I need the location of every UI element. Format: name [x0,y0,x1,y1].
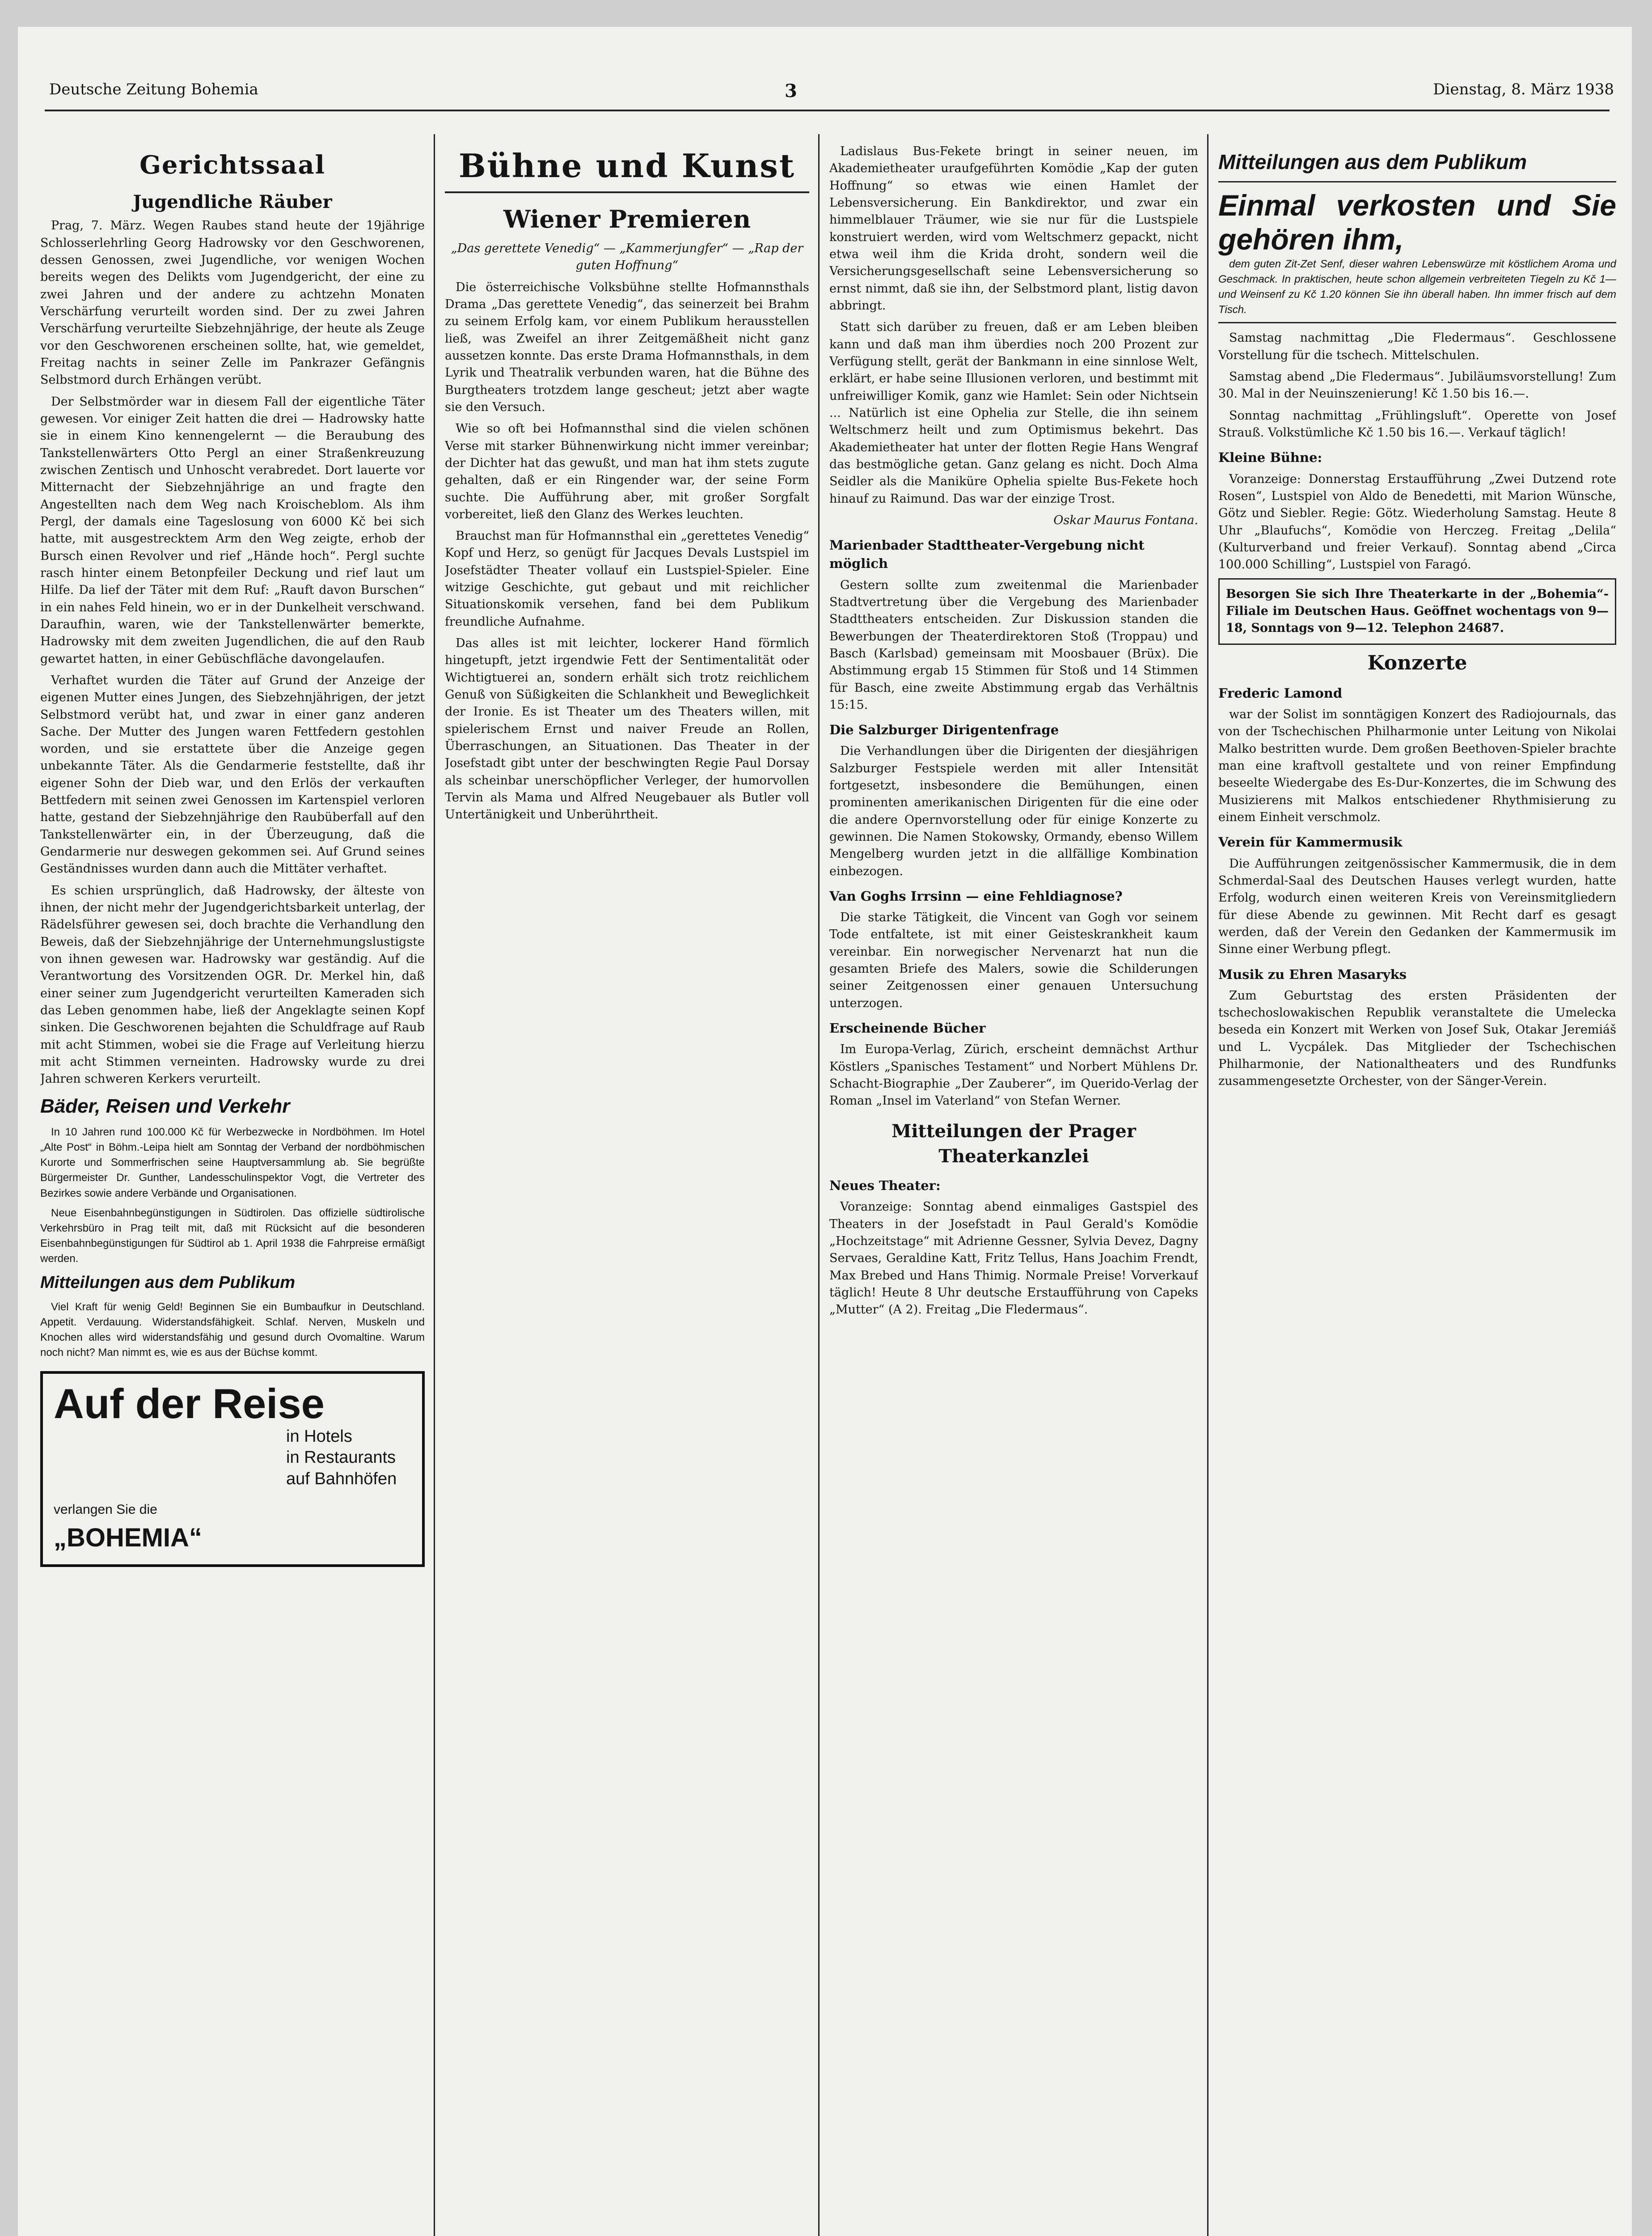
column-divider [434,134,435,2236]
news-item-title: Erscheinende Bücher [829,1021,986,1036]
paragraph: war der Solist im sonntägigen Konzert des Radiojournals, das von der Tschechischen Philharmonie unter Leitung von Nikolai Malko bestritten wurde. Dem großen Beethoven-Spieler brachte man eine kraftvoll gestaltete und von reiner Empfindung beseelte Wiedergabe des Es-Dur-Konzertes, die im Schwung des Musizierens mit Malkos entschiedener Rhythmisierung zu einem Einheit verschmolz. [1218,707,1616,825]
notice-title: Mitteilungen aus dem Publikum [1218,150,1527,174]
article-title: Wiener Premieren [503,205,751,234]
news-item-title: Van Goghs Irrsinn — eine Fehldiagnose? [829,888,1123,904]
concert-title: Verein für Kammermusik [1218,834,1403,850]
header-rule [45,110,1610,111]
paragraph: Prag, 7. März. Wegen Raubes stand heute der 19jährige Schlosserlehrling Georg Hadrowsky vor den Geschworenen, dessen Genossen, zwei Jugendliche, vor wenigen Wochen bereits wegen des Delikts vom Jugendgericht, der eine zu zwei Jahren und der andere zu achtzehn Monaten Verschärfung verurteilt worden sind. Der zu zwei Jahren Verschärfung verurteilte Siebzehnjährige, der heute als Zeuge vor den Geschworenen erscheinen sollte, hat, wie gemeldet, Freitag nachts in seiner Zelle im Pankrazer Gefängnis Selbstmord durch Erhängen verübt. [40,219,425,387]
section-title-travel: Bäder, Reisen und Verkehr [40,1095,290,1117]
ad-request: verlangen Sie die [54,1502,157,1517]
notice-title: Mitteilungen aus dem Publikum [40,1273,296,1292]
theater-subheading: Neues Theater: [829,1178,941,1194]
column-4 [1218,143,1616,2236]
article-subtitle: „Das gerettete Venedig“ — „Kammerjungfer“ — „Rap der guten Hoffnung“ [451,241,803,273]
theater-section-title: Mitteilungen der Prager Theaterkanzlei [891,1120,1136,1167]
column-3 [829,143,1198,2236]
page-number: 3 [785,80,797,102]
divider [1218,322,1616,323]
ad-brand: „BOHEMIA“ [54,1523,202,1552]
paragraph: Es schien ursprünglich, daß Hadrowsky, der älteste von ihnen, der nicht mehr der Jugendgerichtsbarkeit unterlag, der Rädelsführer gewesen sei, doch brachte die Verhandlung den Beweis, daß der Siebzehnjährige der Unternehmungslustigste von ihnen gewesen war. Hadrowsky war geständig. Auf die Verantwortung des Vorsitzenden OGR. Dr. Merkel hin, daß einer seiner zum Jugendgericht verurteilten Kameraden sich das Leben genommen habe, ließ der Angeklagte seinen Kopf sinken. Die Geschworenen bejahten die Schuldfrage auf Raub mit acht Stimmen, wobei sie die Frage auf Verleitung hierzu mit acht Stimmen verneinten. Hadrowsky wurde zu drei Jahren schweren Kerkers verurteilt. [40,883,425,1086]
paragraph: Im Europa-Verlag, Zürich, erscheint demnächst Arthur Köstlers „Spanisches Testament“ und Norbert Mühlens Dr. Schacht-Biographie „Der Zauberer“, im Querido-Verlag der Roman „Insel im Vaterland“ von Stefan Werner. [829,1042,1198,1108]
paragraph: Die österreichische Volksbühne stellte Hofmannsthals Drama „Das gerettete Venedig“, das seinerzeit bei Brahm zu seinem Erfolg kam, vor einem Publikum herausstellen ließ, was Zweifel an ihrer Zeitgemäßheit nicht ganz aussetzen konnte. Das erste Drama Hofmannsthals, in dem Lyrik und Theatralik verbunden waren, hat die Bühne des Burgtheaters trotzdem lange gescheut; jetzt aber wagte sie den Versuch. [445,280,809,414]
promo-title: Einmal verkosten und Sie gehören ihm, [1218,189,1616,256]
column-1 [40,143,425,2236]
program-line: Sonntag nachmittag „Frühlingsluft“. Operette von Josef Strauß. Volkstümliche Kč 1.50 bis 16.—. Verkauf täglich! [1218,408,1616,440]
paragraph: Voranzeige: Sonntag abend einmaliges Gastspiel des Theaters in der Josefstadt in Paul Gerald's Komödie „Hochzeitstage“ mit Adrienne Gessner, Sylvia Devez, Dagny Servaes, Geraldine Katt, Fritz Tellus, Hans Joachim Frendt, Max Brebed und Hans Thimig. Normale Preise! Vorverkauf täglich! Heute 8 Uhr deutsche Erstaufführung von Capeks „Mutter“ (A 2). Freitag „Die Fledermaus“. [829,1200,1198,1317]
ad-line: in Hotels [286,1427,352,1446]
column-divider [1207,134,1208,2236]
promo-text: dem guten Zit-Zet Senf, dieser wahren Lebenswürze mit köstlichem Aroma und Geschmack. In praktischen, heute schon allgemein verbreiteten Tiegeln zu Kč 1— und Weinsenf zu Kč 1.20 können Sie ihn überall haben. Ihn immer frisch auf dem Tisch. [1218,258,1616,316]
konzerte-title: Konzerte [1367,651,1467,674]
column-divider [818,134,820,2236]
notice-text: Viel Kraft für wenig Geld! Beginnen Sie ein Bumbaufkur in Deutschland. Appetit. Verdauung. Widerstandsfähigkeit. Schlaf. Nerven, Muskeln und Knochen alles wird widerstandsfähig und gesund durch Ovomaltine. Warum noch nicht? Man nimmt es, wie es aus der Büchse kommt. [40,1300,425,1359]
paragraph: Die Aufführungen zeitgenössischer Kammermusik, die in dem Schmerdal-Saal des Deutschen Hauses verlegt wurden, hatte Erfolg, wodurch einen weiteren Kreis von Vereinsmitgliedern für diese Abende zu gewinnen. Mit Recht darf es gesagt werden, daß der Verein den Gedanken der Kammermusik im Sinne einer Werbung pflegt. [1218,856,1616,957]
concert-title: Musik zu Ehren Masaryks [1218,966,1407,982]
masthead-name: Deutsche Zeitung Bohemia [49,80,258,98]
paragraph: Verhaftet wurden die Täter auf Grund der Anzeige der eigenen Mutter eines Jungen, des Siebzehnjährigen, der jetzt Selbstmord verübt hat, und zwar in einer ganz anderen Sache. Der Mutter des Jungen waren Fettfedern gestohlen worden, und sie erstattete über die Anzeige gegen unbekannte Täter. Als die Gendarmerie feststellte, daß ihr eigener Sohn der Dieb war, und den Erlös der verkauften Bettfedern mit seinen zwei Genossen im Kartenspiel verloren hatte, gestand der Siebzehnjährige den Raubüberfall auf den Tankstellenwärter ein, in der Überzeugung, daß die Gendarmerie nur deswegen gekommen sei. Auf Grund seines Geständnisses wurden dann auch die Mittäter verhaftet. [40,673,425,876]
column-2 [445,143,809,2236]
paragraph: Voranzeige: Donnerstag Erstaufführung „Zwei Dutzend rote Rosen“, Lustspiel von Aldo de Benedetti, mit Marion Wünsche, Götz und Siebler. Regie: Götz. Wiederholung Samstag. Heute 8 Uhr „Blaufuchs“, Komödie von Herczeg. Freitag „Delila“ (Kulturverband und freier Verkauf). Sonntag abend „Circa 100.000 Schilling“, Lustspiel von Faragó. [1218,472,1616,572]
paragraph: Brauchst man für Hofmannsthal ein „gerettetes Venedig“ Kopf und Herz, so genügt für Jacques Devals Lustspiel im Josefstädter Theater vollauf ein Lustspiel-Spieler. Eine witzige Geschichte, gut gebaut und mit reichlicher Situationskomik versehen, fand bei dem Publikum freundliche Aufnahme. [445,529,809,629]
paragraph: In 10 Jahren rund 100.000 Kč für Werbezwecke in Nordböhmen. Im Hotel „Alte Post“ in Böhm.-Leipa hielt am Sonntag der Verband der nordböhmischen Kurorte und Sommerfrischen seine Hauptversammlung ab. Sie begrüßte Bürgermeister Dr. Gunther, Landesschulinspektor Vogt, die Vertreter des Bezirkes sowie andere Verbände und Organisationen. [40,1126,425,1199]
ad-line: auf Bahnhöfen [286,1469,397,1488]
paragraph: Gestern sollte zum zweitenmal die Marienbader Stadtvertretung über die Vergebung des Marienbader Stadttheaters entscheiden. Zur Diskussion standen die Bewerbungen der Theaterdirektoren Stoß (Troppau) und Basch (Karlsbad) gemeinsam mit Moosbauer (Brüx). Die Abstimmung ergab 15 Stimmen für Stoß und 14 Stimmen für Basch, eine zweite Abstimmung ergab das Verhältnis 15:15. [829,578,1198,712]
notice-rule [1218,181,1616,182]
paragraph: Neue Eisenbahnbegünstigungen in Südtirolen. Das offizielle südtirolische Verkehrsbüro in Prag teilt mit, daß mit Rücksicht auf die besonderen Eisenbahnbegünstigungen für Südtirol ab 1. April 1938 die Fahrpreise ermäßigt werden. [40,1207,425,1265]
paragraph: Ladislaus Bus-Fekete bringt in seiner neuen, im Akademietheater uraufgeführten Komödie „Kap der guten Hoffnung“ so etwas wie einen Hamlet der Lebensversicherung. Ein Bankdirektor, und zwar ein himmelblauer Träumer, wie sie nur für die Lustspiele konstruiert werden, wird vom Weltschmerz gepackt, nicht etwa weil ihm die Krida droht, sondern weil die Versicherungsgesellschaft seine Lebensversicherung so ernst nimmt, daß sie ihn, der Selbstmord plant, listig davon abbringt. [829,144,1198,313]
paragraph: Zum Geburtstag des ersten Präsidenten der tschechoslowakischen Republik veranstaltete die Umelecka beseda ein Konzert mit Werken von Josef Suk, Otakar Jeremiáš und L. Vycpálek. Das Mitglieder der Tschechischen Philharmonie, der Nationaltheaters und des Rundfunks zusammengesetzte Orchester, von der Sänger-Verein. [1218,988,1616,1088]
program-line: Samstag nachmittag „Die Fledermaus“. Geschlossene Vorstellung für die tschech. Mittelschulen. [1218,331,1616,362]
paragraph: Die Verhandlungen über die Dirigenten der diesjährigen Salzburger Festspiele werden mit aller Intensität fortgesetzt, insbesondere die Bemühungen, einen prominenten amerikanischen Dirigenten für die eine oder die andere Opernvorstellung oder für einige Konzerte zu gewinnen. Die Namen Stokowsky, Ormandy, ebenso Willem Mengelberg wurden jetzt in die allfällige Kombination einbezogen. [829,744,1198,878]
article-title: Jugendliche Räuber [133,191,332,212]
ticket-order-notice: Besorgen Sie sich Ihre Theaterkarte in der „Bohemia“-Filiale im Deutschen Haus. Geöffnet wochentags von 9—18, Sonntags von 9—12. Telephon 24687. [1218,578,1616,645]
issue-date: Dienstag, 8. März 1938 [1433,80,1614,98]
kleine-buehne-title: Kleine Bühne: [1218,450,1322,466]
paragraph: Statt sich darüber zu freuen, daß er am Leben bleiben kann und daß man ihm überdies noch 200 Prozent zur Verfügung stellt, gerät der Bankmann in eine sinnlose Welt, erklärt, er habe seine Illusionen verloren, und bestimmt mit unfreiwilliger Komik, ganz wie Hamlet: Sein oder Nichtsein ... Natürlich ist eine Ophelia zur Stelle, die ihn seinem Weltschmerz heilt und zum Optimismus bekehrt. Das Akademietheater hat unter der flotten Regie Hans Wengraf das bestmögliche getan. Ganz gelang es nicht. Doch Alma Seidler als die Maniküre Ophelia spielte Bus-Fekete hoch hinauf zu Raimund. Das war der einzige Trost. [829,320,1198,506]
newspaper-page [18,27,1632,2236]
byline: Oskar Maurus Fontana. [1053,513,1198,527]
section-title-gerichtssaal: Gerichtssaal [139,150,325,180]
ad-headline: Auf der Reise [54,1380,325,1427]
paragraph: Das alles ist mit leichter, lockerer Hand förmlich hingetupft, jetzt irgendwie Fett der Sentimentalität oder Wichtigtuerei an, sondern erhält sich trotz reichlichem Genuß von Süßigkeiten die Schlankheit und Beweglichkeit der Ironie. Es ist Theater um des Theaters willen, mit spielerischem Ernst und naiver Freude an Rollen, Überraschungen, an Situationen. Das Theater in der Josefstadt gibt unter der beschwingten Regie Paul Dorsay als scheinbar unerschöpflicher Verleger, der humorvollen Tervin als Mama und Alfred Neugebauer als Butler voll Untertänigkeit und Unberührtheit. [445,636,809,822]
paragraph: Die starke Tätigkeit, die Vincent van Gogh vor seinem Tode entfaltete, ist mit einer Geisteskrankheit kaum vereinbar. Ein norwegischer Nervenarzt hat nun die gesamten Briefe des Malers, sowie die Schilderungen seiner Zeitgenossen einer genauen Untersuchung unterzogen. [829,910,1198,1010]
section-rule [445,191,809,193]
news-item-title: Die Salzburger Dirigentenfrage [829,722,1059,738]
advertisement-bohemia [40,1371,425,1567]
ad-line: in Restaurants [286,1448,396,1467]
paragraph: Der Selbstmörder war in diesem Fall der eigentliche Täter gewesen. Vor einiger Zeit hatten die drei — Hadrowsky hatte sie in einem Kino kennengelernt — die Beraubung des Tankstellenwärters Otto Pergl an einer Straßenkreuzung zwischen Zentisch und Unhoscht verabredet. Dort lauerte vor Mitternacht der Siebzehnjährige an und fragte den Angestellten nach dem Weg nach Kroischeblom. Als ihm Pergl, der damals eine Tageslosung von 6000 Kč bei sich hatte, mit ausgestrecktem Arm den Weg zeigte, erhob der Bursch einen Revolver und rief „Hände hoch“. Pergl suchte rasch hinter einem Betonpfeiler Deckung und rief laut um Hilfe. Da lief der Täter mit dem Ruf: „Rauft davon Burschen“ in ein nahes Feld hinein, wo er in der Dunkelheit verschwand. Daraufhin, waren, wie der Tankstellenwärter bemerkte, Hadrowsky mit dem zweiten Jugendlichen, die auf den Raub gewartet hatten, in einer Gebüschfläche davongelaufen. [40,394,425,666]
paragraph: Wie so oft bei Hofmannsthal sind die vielen schönen Verse mit starker Bühnenwirkung nicht immer vereinbar; der Dichter hat das gewußt, und man hat ihm stets zugute gehalten, daß er ein Ringender war, der seine Form suchte. Die Aufführung aber, mit großer Sorgfalt vorbereitet, ließ den Glanz des Werkes leuchten. [445,422,809,521]
section-title-buehne: Bühne und Kunst [458,147,796,185]
concert-title: Frederic Lamond [1218,685,1343,701]
news-item-title: Marienbader Stadttheater-Vergebung nicht möglich [829,538,1145,572]
program-line: Samstag abend „Die Fledermaus“. Jubiläumsvorstellung! Zum 30. Mal in der Neuinszenierung! Kč 1.50 bis 16.—. [1218,370,1616,401]
